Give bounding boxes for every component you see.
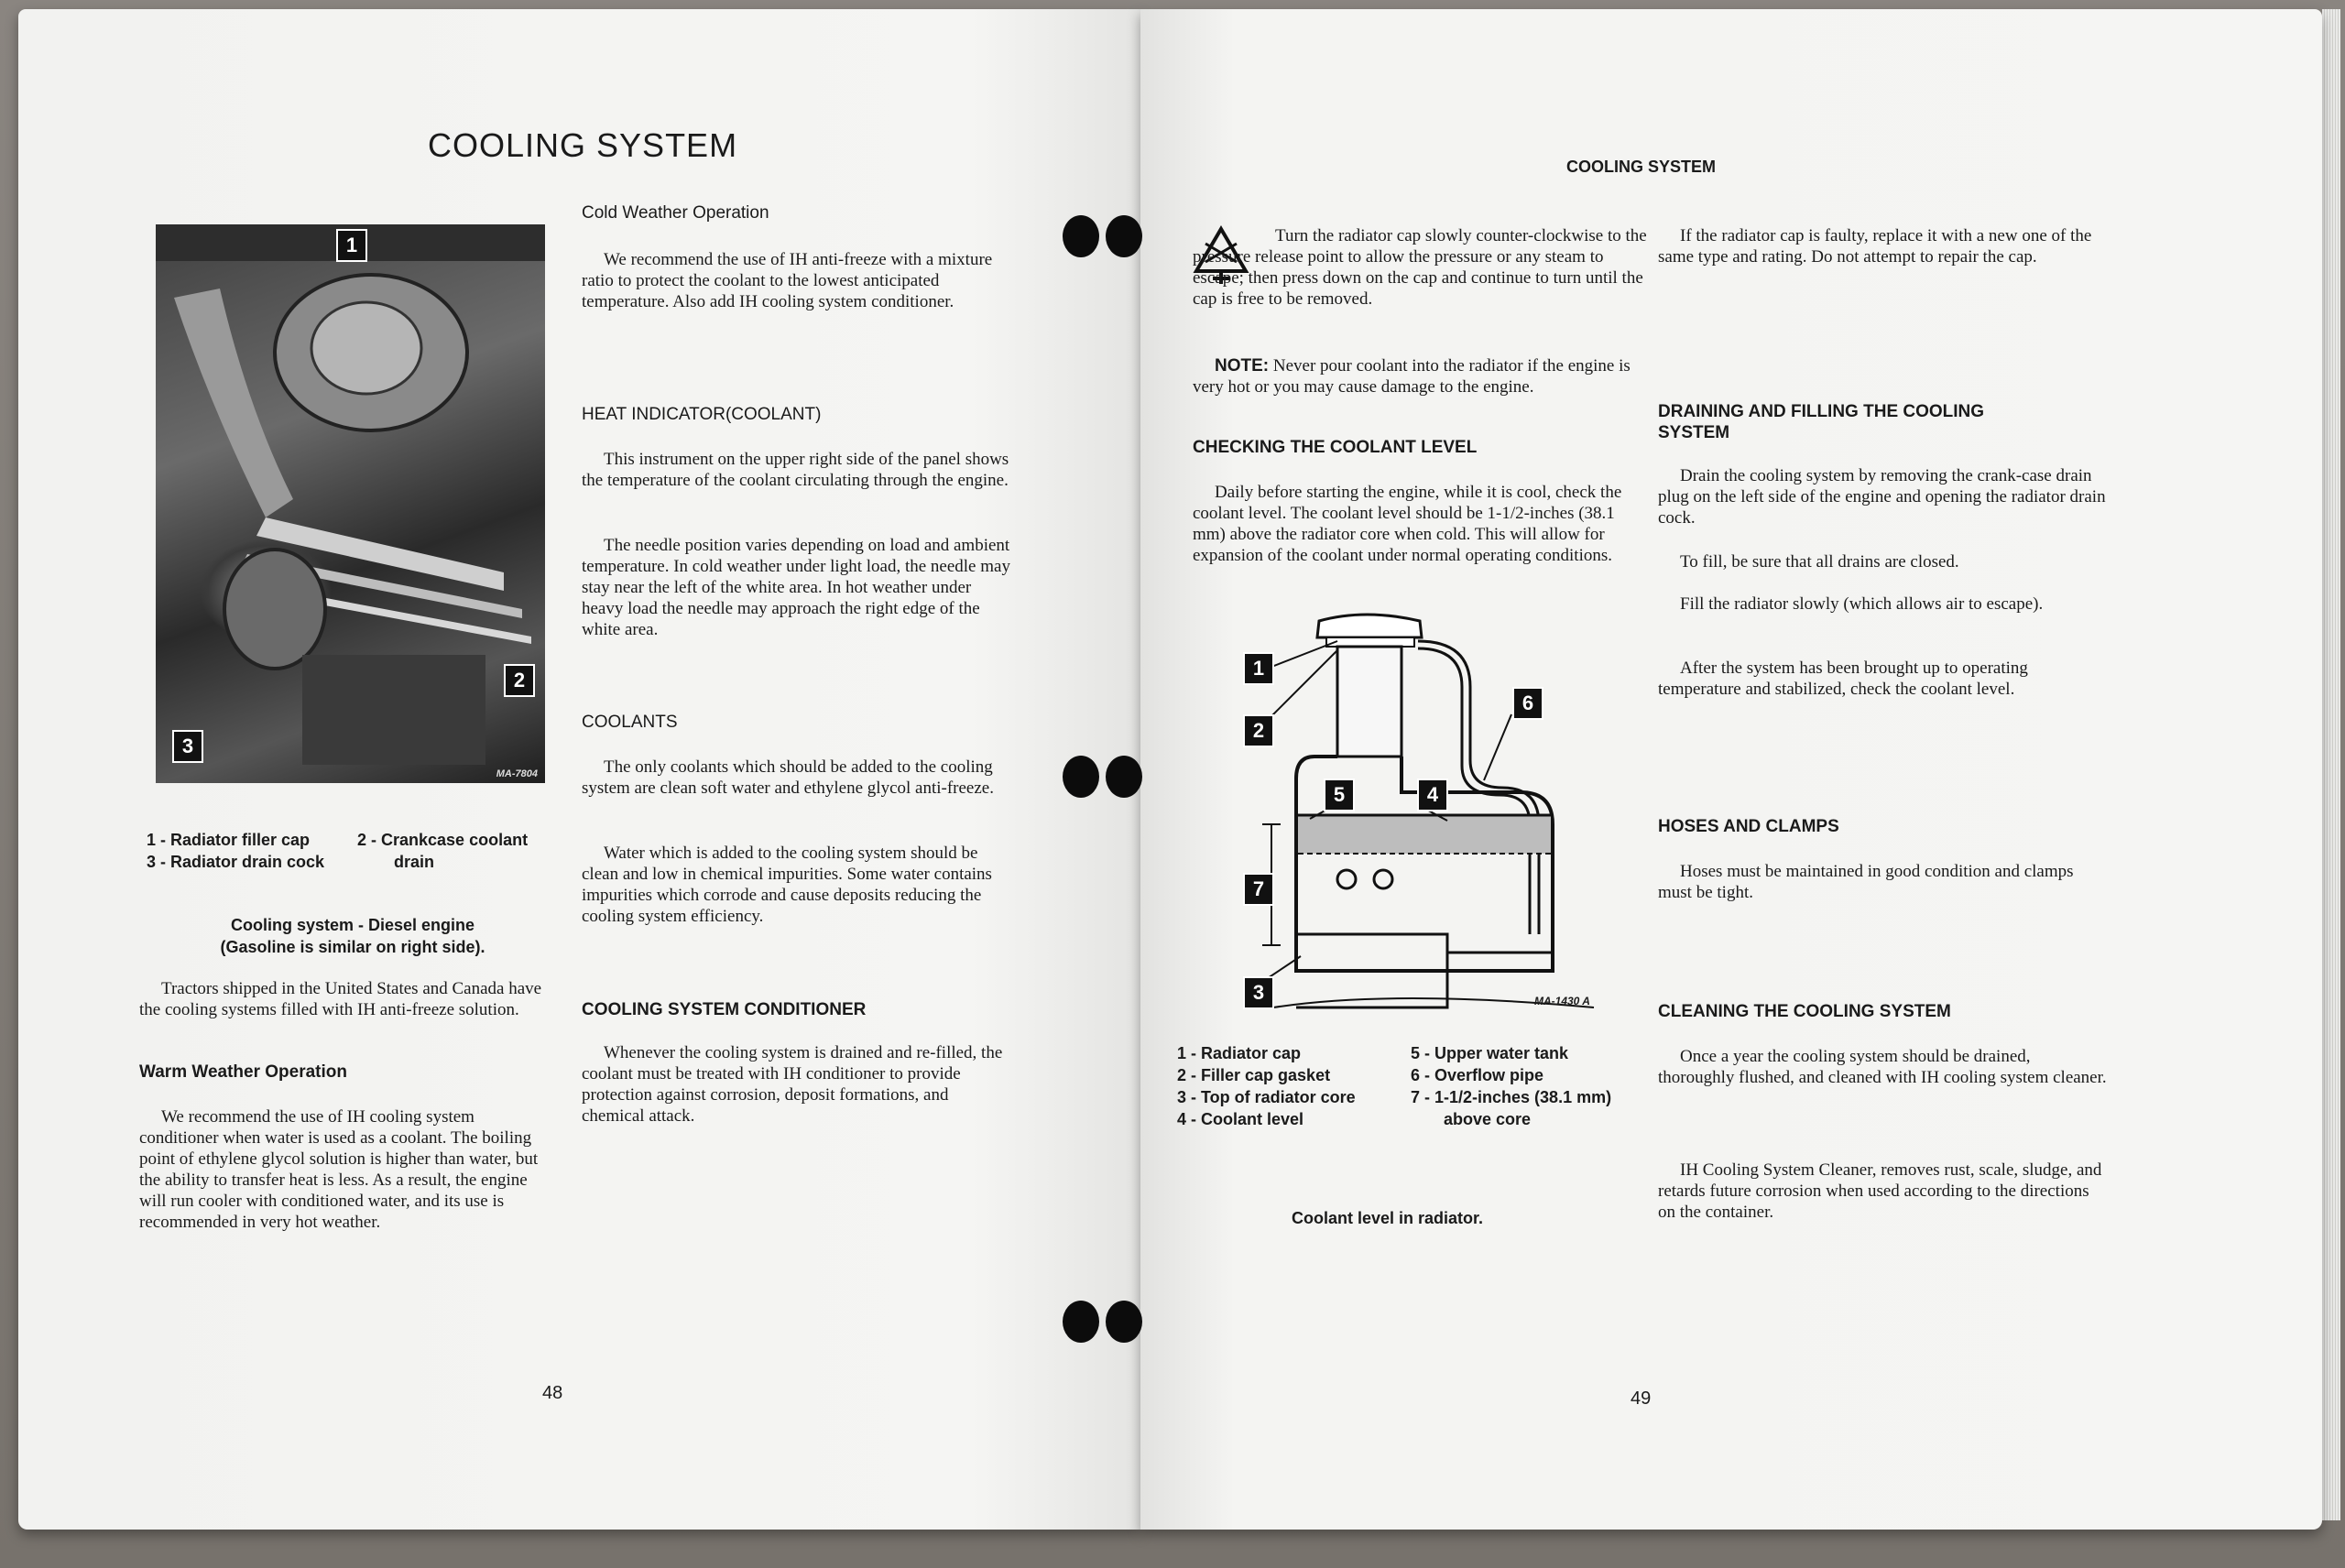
- photo-caption: [147, 914, 559, 958]
- legend-item: 4 - Coolant level: [1177, 1110, 1304, 1128]
- heading-line: DRAINING AND FILLING THE COOLING: [1658, 402, 1985, 421]
- heat-indicator-heading: HEAT INDICATOR(COOLANT): [582, 405, 822, 424]
- coolants-paragraph-1: The only coolants which should be added to the cooling system are clean soft water and ethylene glycol anti-freeze.: [582, 757, 994, 798]
- conditioner-heading: COOLING SYSTEM CONDITIONER: [582, 1000, 867, 1019]
- binding-hole: [1063, 1301, 1099, 1343]
- legend-item: 6 - Overflow pipe: [1411, 1066, 1544, 1084]
- diagram-legend-left: [1177, 1042, 1411, 1130]
- draining-paragraph-2: To fill, be sure that all drains are closed.: [1680, 552, 1959, 572]
- warm-weather-paragraph: We recommend the use of IH cooling system conditioner when water is used as a coolant. The boiling point of ethylene glycol solution is higher than water, but the ability to transfer heat is less. As a result, the engine will run cooler with conditioned water, and its use is recommended in very hot weather.: [139, 1107, 539, 1232]
- legend-item: 3 - Radiator drain cock: [147, 853, 325, 871]
- legend-item: 2 - Crankcase coolant: [357, 831, 529, 849]
- cold-weather-paragraph: We recommend the use of IH anti-freeze with a mixture ratio to protect the coolant to the lowest anticipated temperature. Also add IH cooling system conditioner.: [582, 250, 993, 311]
- left-page: [18, 9, 1140, 1530]
- binding-hole: [1106, 215, 1142, 257]
- cleaning-paragraph-1: Once a year the cooling system should be drained, thoroughly flushed, and cleaned with IH cooling system cleaner.: [1658, 1047, 2107, 1087]
- binding-hole: [1106, 1301, 1142, 1343]
- faulty-cap-paragraph: If the radiator cap is faulty, replace it with a new one of the same type and rating. Do not attempt to repair the cap.: [1658, 226, 2092, 267]
- heading-line: SYSTEM: [1658, 423, 1730, 442]
- cleaning-heading: CLEANING THE COOLING SYSTEM: [1658, 1002, 1951, 1021]
- legend-item: drain: [394, 853, 435, 871]
- diagram-ref: MA-1430 A: [1534, 995, 1590, 1007]
- engine-photo: [156, 224, 545, 783]
- photo-legend: [147, 829, 568, 873]
- hoses-paragraph: Hoses must be maintained in good condition and clamps must be tight.: [1658, 862, 2074, 902]
- legend-item: 3 - Top of radiator core: [1177, 1088, 1356, 1106]
- running-header: COOLING SYSTEM: [1566, 158, 1717, 176]
- page-number-right: 49: [1631, 1388, 1652, 1409]
- coolants-heading: COOLANTS: [582, 713, 678, 732]
- cleaning-paragraph-2: IH Cooling System Cleaner, removes rust, scale, sludge, and retards future corrosion when used according to the directions on the container.: [1658, 1160, 2102, 1222]
- photo-label-3: 3: [172, 730, 203, 763]
- legend-item: 5 - Upper water tank: [1411, 1044, 1569, 1062]
- caption-line: (Gasoline is similar on right side).: [220, 938, 485, 956]
- diagram-legend: [1177, 1042, 1663, 1130]
- diagram-label-3: 3: [1243, 976, 1274, 1009]
- page-title: COOLING SYSTEM: [428, 126, 738, 164]
- legend-item: 2 - Filler cap gasket: [1177, 1066, 1331, 1084]
- legend-item: 1 - Radiator cap: [1177, 1044, 1302, 1062]
- photo-label-2: 2: [504, 664, 535, 697]
- legend-item: 1 - Radiator filler cap: [147, 831, 311, 849]
- coolants-paragraph-2: Water which is added to the cooling system should be clean and low in chemical impurities. Some water contains impurities which corrode and cause deposits reducing the cooling system efficiency.: [582, 844, 992, 926]
- caption-line: Cooling system - Diesel engine: [230, 916, 475, 934]
- diagram-legend-right: [1411, 1042, 1611, 1130]
- diagram-label-6: 6: [1512, 687, 1543, 720]
- checking-paragraph: Daily before starting the engine, while it is cool, check the coolant level. The coolant level should be 1-1/2-inches (38.1 mm) above the radiator core when cold. This will allow for expansion of the coolant under normal operating conditions.: [1193, 483, 1622, 565]
- diagram-label-7: 7: [1243, 873, 1274, 906]
- diagram-label-5: 5: [1324, 779, 1355, 811]
- binding-hole: [1063, 215, 1099, 257]
- open-manual: [9, 0, 2336, 1548]
- cold-weather-heading: Cold Weather Operation: [582, 203, 769, 223]
- legend-row: [147, 829, 568, 851]
- right-page: [1140, 9, 2322, 1530]
- diagram-label-1: 1: [1243, 652, 1274, 685]
- note-label: NOTE:: [1215, 356, 1270, 376]
- hoses-heading: HOSES AND CLAMPS: [1658, 817, 1839, 836]
- engine-illustration: [156, 224, 545, 783]
- legend-row: [147, 851, 568, 873]
- binding-hole: [1106, 756, 1142, 798]
- photo-ref: MA-7804: [496, 768, 538, 779]
- note-block: [1193, 355, 1651, 397]
- legend-item: above core: [1444, 1110, 1532, 1128]
- binding-hole: [1063, 756, 1099, 798]
- draining-paragraph-1: Drain the cooling system by removing the crank-case drain plug on the left side of the engine and opening the radiator drain cock.: [1658, 466, 2106, 528]
- heat-indicator-paragraph-1: This instrument on the upper right side of the panel shows the temperature of the coolant circulating through the engine.: [582, 450, 1009, 490]
- legend-item: 7 - 1-1/2-inches (38.1 mm): [1411, 1088, 1612, 1106]
- photo-label-1: 1: [336, 229, 367, 262]
- draining-heading: [1658, 401, 1984, 443]
- diagram-caption: Coolant level in radiator.: [1292, 1209, 1484, 1227]
- page-stack-edge: [2322, 9, 2340, 1520]
- warning-paragraph: Turn the radiator cap slowly counter-clockwise to the pressure release point to allow the pressure or any steam to escape; then press down on the cap and continue to turn until the cap is free to be removed.: [1193, 226, 1647, 309]
- heat-indicator-paragraph-2: The needle position varies depending on load and ambient temperature. In cold weather under light load, the needle may stay near the left of the white area. In hot weather under heavy load the needle may approach the right edge of the white area.: [582, 536, 1010, 639]
- draining-paragraph-4: After the system has been brought up to operating temperature and stabilized, check the coolant level.: [1658, 659, 2028, 699]
- diagram-label-2: 2: [1243, 714, 1274, 747]
- diagram-label-4: 4: [1417, 779, 1448, 811]
- page-number-left: 48: [542, 1383, 563, 1403]
- note-text: Never pour coolant into the radiator if the engine is very hot or you may cause damage to the engine.: [1193, 356, 1631, 397]
- shipped-paragraph: Tractors shipped in the United States and Canada have the cooling systems filled with IH anti-freeze solution.: [139, 979, 542, 1019]
- draining-paragraph-3: Fill the radiator slowly (which allows air to escape).: [1680, 594, 2044, 614]
- checking-heading: CHECKING THE COOLANT LEVEL: [1193, 438, 1478, 457]
- conditioner-paragraph: Whenever the cooling system is drained and re-filled, the coolant must be treated with IH conditioner to provide protection against corrosion, deposit formations, and chemical attack.: [582, 1043, 1003, 1126]
- warm-weather-heading: Warm Weather Operation: [139, 1062, 347, 1082]
